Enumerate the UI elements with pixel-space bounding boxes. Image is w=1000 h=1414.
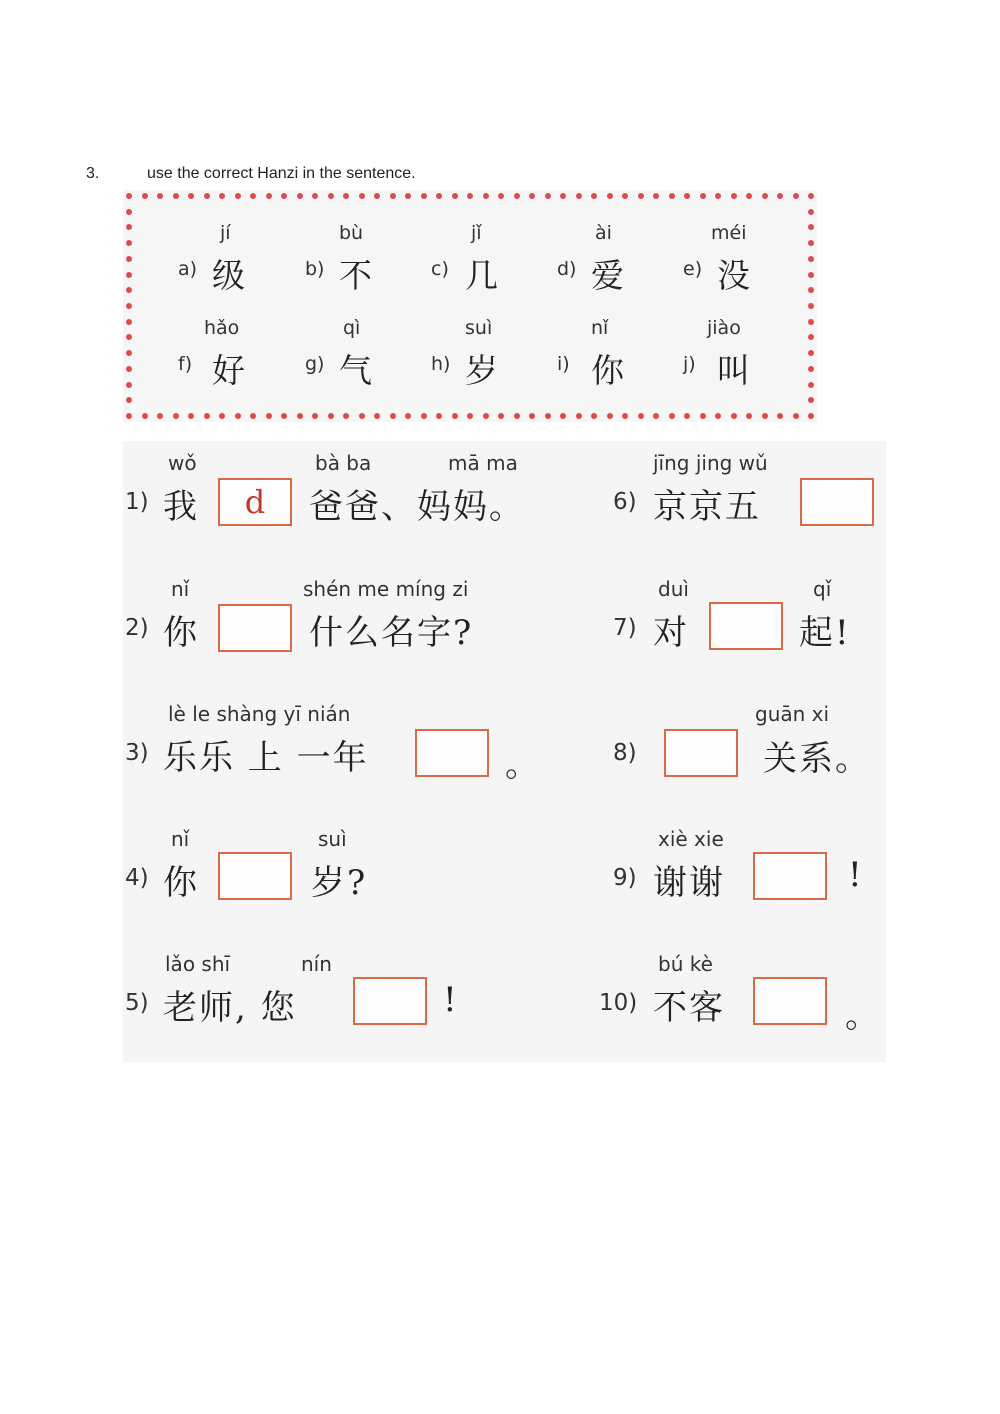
option-letter: e) [683, 258, 703, 280]
question-number: 3. [86, 165, 100, 182]
sentence-text: 岁? [311, 863, 368, 903]
sentence-number: 5) [125, 990, 149, 1016]
border-dot [591, 413, 597, 419]
option-pinyin: jiào [707, 317, 741, 339]
border-dot [297, 413, 303, 419]
border-dot [173, 193, 179, 199]
option-hanzi: 岁 [465, 351, 498, 390]
pinyin: xiè xie [658, 827, 724, 851]
answer-box-5[interactable] [353, 977, 427, 1025]
option-pinyin: bù [339, 222, 364, 244]
option-pinyin: suì [465, 317, 493, 339]
border-dot [390, 193, 396, 199]
sentence-text: 起! [799, 613, 851, 653]
border-dot [653, 413, 659, 419]
border-dot [126, 209, 132, 215]
option-hanzi: 叫 [717, 351, 750, 390]
border-dot [312, 193, 318, 199]
pinyin: bà ba [315, 451, 372, 475]
sentence-number: 8) [613, 740, 637, 766]
question-instruction: use the correct Hanzi in the sentence. [147, 165, 416, 182]
border-dot [126, 397, 132, 403]
border-dot [219, 193, 225, 199]
border-dot [266, 193, 272, 199]
option-pinyin: jǐ [471, 222, 482, 244]
border-dot [219, 413, 225, 419]
border-dot [700, 413, 706, 419]
border-dot [126, 303, 132, 309]
sentence-number: 4) [125, 865, 149, 891]
border-dot [808, 382, 814, 388]
border-dot [808, 334, 814, 340]
border-dot [777, 413, 783, 419]
option-e [683, 222, 793, 295]
sentence-text: 乐乐 上 一年 [163, 738, 369, 778]
answer-box-2[interactable] [218, 604, 292, 652]
answer-box-4[interactable] [218, 852, 292, 900]
option-c [431, 222, 541, 295]
border-dot [281, 193, 287, 199]
border-dot [250, 193, 256, 199]
option-d [557, 222, 667, 295]
border-dot [746, 193, 752, 199]
answer-box-1[interactable]: d [218, 478, 292, 526]
border-dot [684, 413, 690, 419]
border-dot [421, 413, 427, 419]
border-dot [576, 413, 582, 419]
border-dot [498, 193, 504, 199]
border-dot [529, 193, 535, 199]
option-pinyin: méi [711, 222, 747, 244]
border-dot [405, 193, 411, 199]
border-dot [467, 413, 473, 419]
pinyin: qǐ [813, 577, 832, 601]
sentence-text: 什么名字? [309, 613, 474, 653]
pinyin: shén me míng zi [303, 577, 469, 601]
border-dot [126, 366, 132, 372]
option-hanzi: 好 [212, 351, 245, 390]
pinyin: lè le shàng yī nián [168, 702, 351, 726]
sentence-text: 京京五 [653, 487, 761, 527]
border-dot [529, 413, 535, 419]
sentence-text: 我 [163, 487, 199, 527]
option-pinyin: qì [343, 317, 361, 339]
border-dot [700, 193, 706, 199]
border-dot [126, 413, 132, 419]
option-i [557, 317, 667, 390]
sentence-number: 10) [599, 990, 638, 1016]
pinyin: lǎo shī [165, 952, 231, 976]
option-letter: h) [431, 353, 451, 375]
border-dot [808, 413, 814, 419]
border-dot [452, 193, 458, 199]
option-j [683, 317, 793, 390]
option-hanzi: 你 [591, 351, 624, 390]
border-dot [808, 209, 814, 215]
sentence-number: 6) [613, 489, 637, 515]
border-dot [467, 193, 473, 199]
option-hanzi: 气 [339, 351, 372, 390]
option-letter: b) [305, 258, 325, 280]
border-dot [808, 193, 814, 199]
border-dot [498, 413, 504, 419]
border-dot [762, 413, 768, 419]
border-dot [235, 193, 241, 199]
option-f [178, 317, 288, 390]
border-dot [359, 193, 365, 199]
option-pinyin: jí [220, 222, 231, 244]
pinyin: suì [318, 827, 347, 851]
answer-box-3[interactable] [415, 729, 489, 777]
answer-box-6[interactable] [800, 478, 874, 526]
border-dot [188, 193, 194, 199]
border-dot [731, 193, 737, 199]
border-dot [622, 193, 628, 199]
exercise-panel [123, 441, 886, 1062]
sentence-text: 关系。 [763, 739, 871, 779]
option-hanzi: 爱 [591, 256, 624, 295]
border-dot [126, 272, 132, 278]
border-dot [390, 413, 396, 419]
border-dot [607, 193, 613, 199]
border-dot [126, 319, 132, 325]
sentence-text: 不客 [653, 988, 725, 1028]
sentence-text: 你 [163, 863, 199, 903]
pinyin: nǐ [171, 577, 190, 601]
option-hanzi: 不 [339, 256, 372, 295]
border-dot [684, 193, 690, 199]
border-dot [514, 413, 520, 419]
border-dot [808, 397, 814, 403]
pinyin: nín [301, 952, 332, 976]
border-dot [266, 413, 272, 419]
sentence-text: 你 [163, 613, 199, 653]
option-a [178, 222, 288, 295]
border-dot [204, 193, 210, 199]
answer-box-8[interactable] [664, 729, 738, 777]
option-letter: g) [305, 353, 325, 375]
border-dot [312, 413, 318, 419]
border-dot [281, 413, 287, 419]
border-dot [669, 413, 675, 419]
option-pinyin: hǎo [204, 317, 240, 339]
border-dot [545, 193, 551, 199]
border-dot [328, 413, 334, 419]
pinyin: nǐ [171, 827, 190, 851]
sentence-number: 2) [125, 615, 149, 641]
border-dot [142, 413, 148, 419]
border-dot [126, 193, 132, 199]
option-hanzi: 几 [465, 256, 498, 295]
border-dot [808, 272, 814, 278]
border-dot [638, 413, 644, 419]
border-dot [142, 193, 148, 199]
pinyin: mā ma [448, 451, 518, 475]
sentence-number: 9) [613, 865, 637, 891]
border-dot [235, 413, 241, 419]
border-dot [622, 413, 628, 419]
border-dot [483, 413, 489, 419]
option-hanzi: 没 [717, 256, 750, 295]
border-dot [669, 193, 675, 199]
sentence-text: 对 [653, 613, 689, 653]
border-dot [808, 224, 814, 230]
border-dot [808, 256, 814, 262]
option-pinyin: ài [595, 222, 612, 244]
border-dot [297, 193, 303, 199]
border-dot [126, 224, 132, 230]
border-dot [560, 413, 566, 419]
border-dot [793, 193, 799, 199]
word-bank [123, 190, 817, 422]
border-dot [576, 193, 582, 199]
border-dot [421, 193, 427, 199]
option-letter: i) [557, 353, 570, 375]
answer-box-7[interactable] [709, 602, 783, 650]
border-dot [545, 413, 551, 419]
pinyin: bú kè [658, 952, 713, 976]
border-dot [126, 382, 132, 388]
border-dot [808, 287, 814, 293]
sentence-text: 爸爸、妈妈。 [309, 487, 525, 527]
border-dot [808, 319, 814, 325]
border-dot [808, 303, 814, 309]
border-dot [188, 413, 194, 419]
border-dot [126, 350, 132, 356]
option-letter: j) [683, 353, 696, 375]
border-dot [204, 413, 210, 419]
border-dot [560, 193, 566, 199]
border-dot [591, 193, 597, 199]
answer-box-9[interactable] [753, 852, 827, 900]
border-dot [808, 366, 814, 372]
border-dot [777, 193, 783, 199]
option-hanzi: 级 [212, 256, 245, 295]
border-dot [452, 413, 458, 419]
border-dot [808, 240, 814, 246]
option-b [305, 222, 415, 295]
border-dot [250, 413, 256, 419]
sentence-number: 7) [613, 615, 637, 641]
pinyin: guān xi [755, 702, 830, 726]
border-dot [436, 413, 442, 419]
border-dot [343, 413, 349, 419]
border-dot [157, 413, 163, 419]
pinyin: jīng jing wǔ [653, 451, 768, 475]
option-pinyin: nǐ [591, 317, 609, 339]
border-dot [405, 413, 411, 419]
border-dot [808, 350, 814, 356]
border-dot [436, 193, 442, 199]
border-dot [638, 193, 644, 199]
border-dot [793, 413, 799, 419]
pinyin: duì [658, 577, 689, 601]
option-letter: a) [178, 258, 198, 280]
border-dot [126, 240, 132, 246]
sentence-text: 。 [505, 745, 541, 785]
border-dot [746, 413, 752, 419]
border-dot [173, 413, 179, 419]
option-g [305, 317, 415, 390]
border-dot [607, 413, 613, 419]
sentence-text: 老师, 您 [163, 988, 297, 1028]
border-dot [359, 413, 365, 419]
sentence-text: ! [443, 980, 459, 1020]
border-dot [374, 413, 380, 419]
sentence-text: ! [848, 855, 864, 895]
sentence-text: 谢谢 [653, 863, 725, 903]
border-dot [126, 256, 132, 262]
border-dot [715, 193, 721, 199]
border-dot [731, 413, 737, 419]
border-dot [157, 193, 163, 199]
option-letter: c) [431, 258, 449, 280]
sentence-number: 1) [125, 489, 149, 515]
answer-box-10[interactable] [753, 977, 827, 1025]
border-dot [126, 334, 132, 340]
border-dot [374, 193, 380, 199]
border-dot [715, 413, 721, 419]
sentence-text: 。 [845, 996, 881, 1036]
option-letter: f) [178, 353, 193, 375]
sentence-number: 3) [125, 740, 149, 766]
border-dot [762, 193, 768, 199]
border-dot [514, 193, 520, 199]
pinyin: wǒ [168, 451, 197, 475]
option-h [431, 317, 541, 390]
border-dot [328, 193, 334, 199]
border-dot [343, 193, 349, 199]
border-dot [483, 193, 489, 199]
border-dot [126, 287, 132, 293]
option-letter: d) [557, 258, 577, 280]
border-dot [653, 193, 659, 199]
